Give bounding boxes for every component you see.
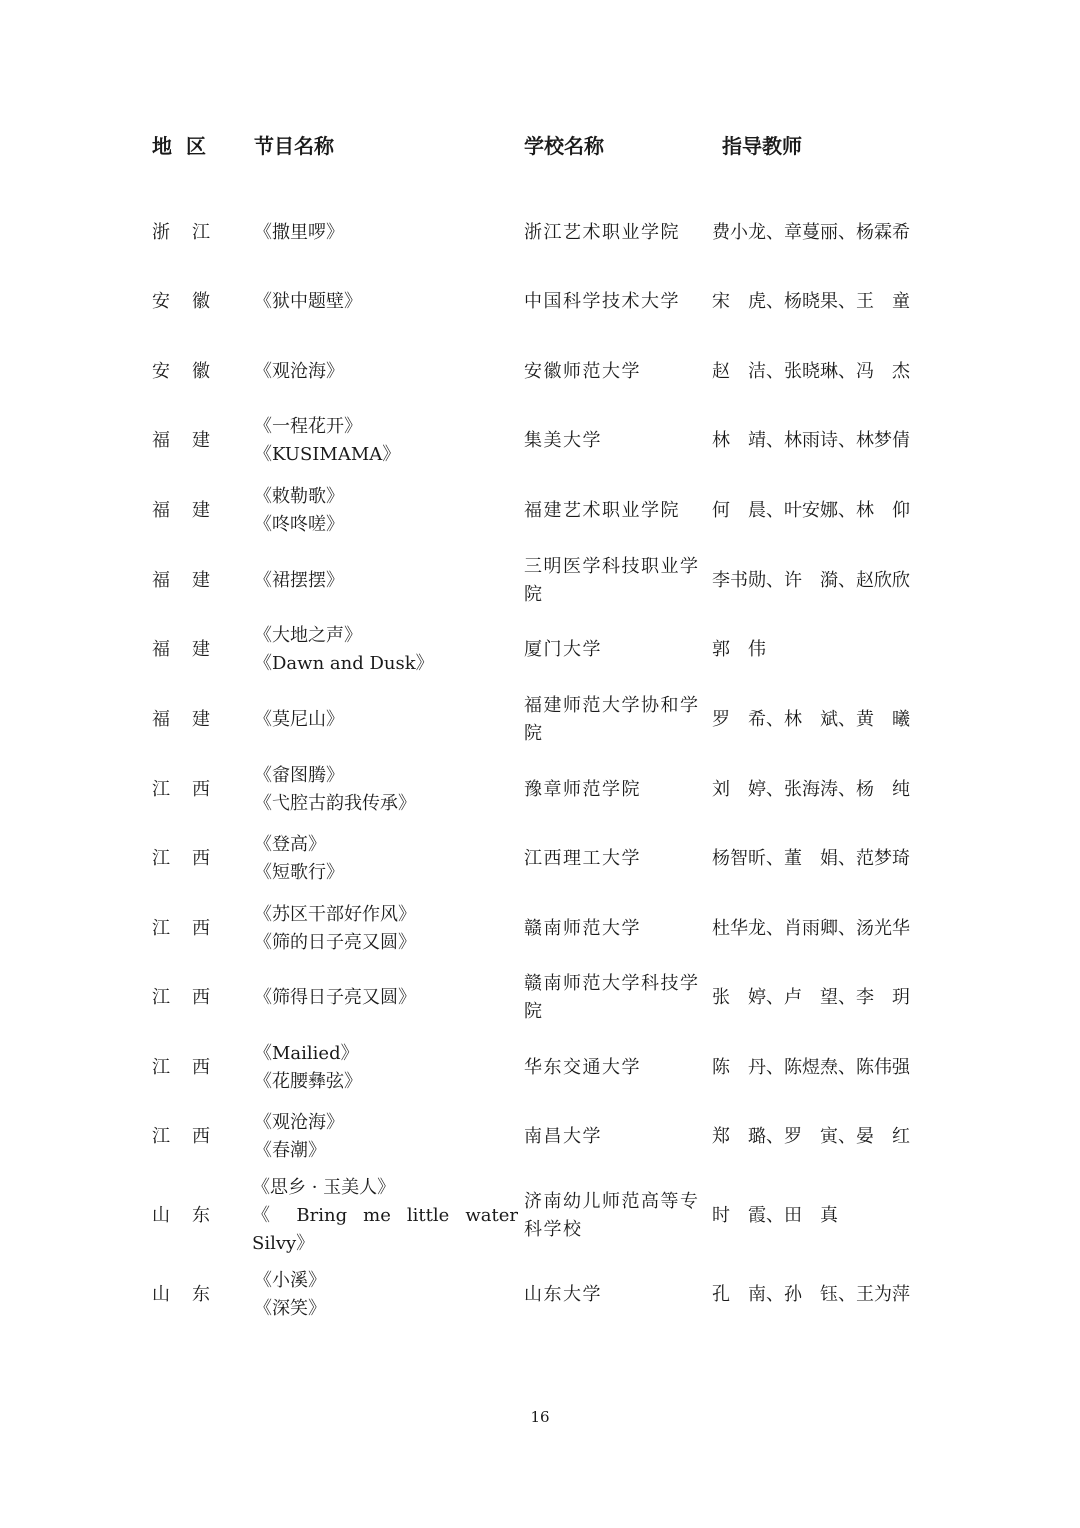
program-title: 《筛的日子亮又圆》 <box>254 932 416 953</box>
teacher-names: 杨智昕、董 娟、范梦琦 <box>712 848 910 869</box>
program-title: 《小溪》 <box>254 1270 326 1291</box>
row-school <box>524 1171 710 1261</box>
program-title: 《大地之声》 <box>254 625 362 646</box>
row-teachers <box>712 1250 932 1340</box>
school-name: 院 <box>524 723 544 744</box>
region-text: 福建 <box>152 500 232 521</box>
school-name: 豫章师范学院 <box>524 779 641 800</box>
teacher-names: 郭 伟 <box>712 639 766 660</box>
program-title: 《花腰彝弦》 <box>254 1071 362 1092</box>
teacher-names: 孔 南、孙 钰、王为萍 <box>712 1284 910 1305</box>
region-text: 福建 <box>152 430 232 451</box>
school-name: 集美大学 <box>524 430 602 451</box>
row-programs <box>254 1250 520 1340</box>
program-title: 《裙摆摆》 <box>254 570 344 591</box>
program-title: 《观沧海》 <box>254 361 344 382</box>
program-title: 《思乡 · 玉美人》 <box>252 1177 396 1198</box>
school-name: 华东交通大学 <box>524 1057 641 1078</box>
region-text: 江西 <box>152 987 232 1008</box>
region-text: 安徽 <box>152 361 232 382</box>
program-title: 《登高》 <box>254 834 326 855</box>
row-region <box>152 1250 242 1340</box>
program-title: 《咚咚嗟》 <box>254 514 344 535</box>
page-number: 16 <box>530 1408 550 1426</box>
row-region <box>152 1092 242 1182</box>
header-school: 学校名称 <box>524 134 604 158</box>
school-name: 福建艺术职业学院 <box>524 500 680 521</box>
program-title: 《深笑》 <box>254 1298 326 1319</box>
program-title: 《弋腔古韵我传承》 <box>254 793 416 814</box>
school-name: 济南幼儿师范高等专 <box>524 1191 700 1212</box>
school-name: 科学校 <box>524 1219 583 1240</box>
program-title: 《狱中题壁》 <box>254 291 362 312</box>
region-text: 浙江 <box>152 222 232 243</box>
teacher-names: 刘 婷、张海涛、杨 纯 <box>712 779 910 800</box>
school-name: 赣南师范大学 <box>524 918 641 939</box>
school-name: 南昌大学 <box>524 1126 602 1147</box>
program-title: 《 Bring me little water <box>252 1205 518 1226</box>
row-school <box>524 1250 710 1340</box>
school-name: 院 <box>524 584 544 605</box>
table-row <box>0 1250 1080 1340</box>
region-text: 福建 <box>152 709 232 730</box>
teacher-names: 何 晨、叶安娜、林 仰 <box>712 500 910 521</box>
table-row <box>0 1171 1080 1261</box>
program-title: 《莫尼山》 <box>254 709 344 730</box>
teacher-names: 时 霞、田 真 <box>712 1205 838 1226</box>
teacher-names: 费小龙、章蔓丽、杨霖希 <box>712 222 910 243</box>
school-name: 山东大学 <box>524 1284 602 1305</box>
school-name: 赣南师范大学科技学 <box>524 973 700 994</box>
school-name: 厦门大学 <box>524 639 602 660</box>
teacher-names: 赵 洁、张晓琳、冯 杰 <box>712 361 910 382</box>
teacher-names: 郑 璐、罗 寅、晏 红 <box>712 1126 910 1147</box>
header-region: 地区 <box>152 134 220 158</box>
program-title: 《Dawn and Dusk》 <box>254 653 434 674</box>
program-title: Silvy》 <box>252 1233 315 1254</box>
row-teachers <box>712 1092 932 1182</box>
row-school <box>524 1092 710 1182</box>
program-title: 《KUSIMAMA》 <box>254 444 401 465</box>
region-text: 江西 <box>152 918 232 939</box>
region-text: 安徽 <box>152 291 232 312</box>
school-name: 江西理工大学 <box>524 848 641 869</box>
teacher-names: 陈 丹、陈煜焘、陈伟强 <box>712 1057 910 1078</box>
school-name: 院 <box>524 1001 544 1022</box>
header-program: 节目名称 <box>254 134 334 158</box>
program-title: 《畲图腾》 <box>254 765 344 786</box>
teacher-names: 宋 虎、杨晓果、王 童 <box>712 291 910 312</box>
teacher-names: 罗 希、林 斌、黄 曦 <box>712 709 910 730</box>
row-teachers <box>712 1171 932 1261</box>
region-text: 山东 <box>152 1284 232 1305</box>
region-text: 江西 <box>152 848 232 869</box>
school-name: 安徽师范大学 <box>524 361 641 382</box>
region-text: 山东 <box>152 1205 232 1226</box>
program-title: 《敕勒歌》 <box>254 486 344 507</box>
program-title: 《撒里啰》 <box>254 222 344 243</box>
region-text: 江西 <box>152 779 232 800</box>
program-title: 《春潮》 <box>254 1140 326 1161</box>
program-title: 《Mailied》 <box>254 1043 359 1064</box>
table-row <box>0 1092 1080 1182</box>
program-title: 《观沧海》 <box>254 1112 344 1133</box>
program-title: 《短歌行》 <box>254 862 344 883</box>
program-title: 《筛得日子亮又圆》 <box>254 987 416 1008</box>
school-name: 三明医学科技职业学 <box>524 556 700 577</box>
region-text: 江西 <box>152 1126 232 1147</box>
teacher-names: 林 靖、林雨诗、林梦倩 <box>712 430 910 451</box>
region-text: 福建 <box>152 570 232 591</box>
program-title: 《苏区干部好作风》 <box>254 904 416 925</box>
school-name: 浙江艺术职业学院 <box>524 222 680 243</box>
row-region <box>152 1171 242 1261</box>
region-text: 福建 <box>152 639 232 660</box>
school-name: 中国科学技术大学 <box>524 291 680 312</box>
row-programs <box>252 1171 518 1261</box>
region-text: 江西 <box>152 1057 232 1078</box>
row-programs <box>254 1092 520 1182</box>
teacher-names: 李书勋、许 漪、赵欣欣 <box>712 570 910 591</box>
program-title: 《一程花开》 <box>254 416 362 437</box>
teacher-names: 张 婷、卢 望、李 玥 <box>712 987 910 1008</box>
header-teacher: 指导教师 <box>722 134 802 158</box>
school-name: 福建师范大学协和学 <box>524 695 700 716</box>
teacher-names: 杜华龙、肖雨卿、汤光华 <box>712 918 910 939</box>
